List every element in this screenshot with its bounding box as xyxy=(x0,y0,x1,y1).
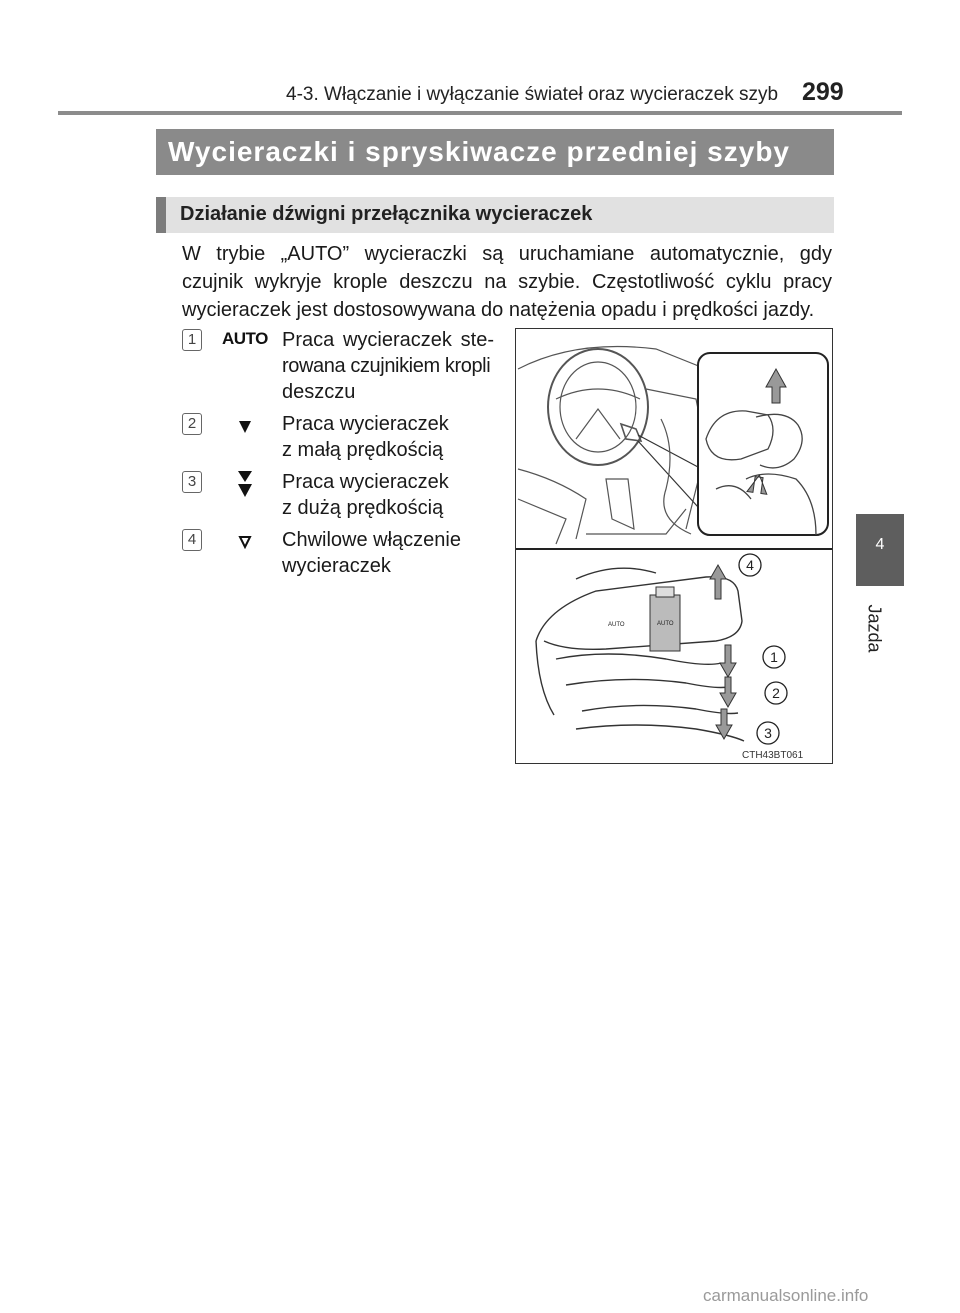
figure-illustration xyxy=(516,329,832,763)
auto-icon: AUTO xyxy=(222,329,268,348)
item-text-line: z dużą prędkością xyxy=(282,497,444,519)
item-text-line: Praca wycieraczek xyxy=(282,413,449,435)
item-number: 1 xyxy=(182,329,202,351)
chapter-tab xyxy=(856,514,904,586)
item-number: 2 xyxy=(182,413,202,435)
intro-line: wycieraczek jest dostosowywana do natężenia opadu i prędkości jazdy. xyxy=(182,299,815,321)
section-heading: Działanie dźwigni przełącznika wycieraczek xyxy=(180,203,593,225)
page-number: 299 xyxy=(802,78,844,106)
chapter-number: 4 xyxy=(875,536,885,553)
low-speed-icon xyxy=(238,420,252,434)
chapter-label xyxy=(866,600,886,656)
chapter-label-text: Jazda xyxy=(864,604,885,653)
page-header-title: 4-3. Włączanie i wyłączanie świateł oraz wycieraczek szyb xyxy=(286,84,779,105)
callout-2: 2 xyxy=(772,685,780,701)
figure-code: CTH43BT061 xyxy=(742,750,804,761)
page-title: Wycieraczki i spryskiwacze przedniej szyby xyxy=(168,136,791,167)
callout-1: 1 xyxy=(770,649,778,665)
item-text-line: wycieraczek xyxy=(282,555,391,577)
item-text-line: rowana czujnikiem kropli xyxy=(282,355,491,377)
item-text xyxy=(282,411,494,463)
item-text xyxy=(282,469,494,521)
callout-4: 4 xyxy=(746,557,754,573)
item-text-line: Praca wycieraczek ste- xyxy=(282,329,494,351)
intro-paragraph xyxy=(182,240,832,324)
lever-label-auto: AUTO xyxy=(608,622,625,628)
wiper-lever-figure xyxy=(515,328,833,764)
item-number: 3 xyxy=(182,471,202,493)
item-text-line: Praca wycieraczek xyxy=(282,471,449,493)
item-text-line: z małą prędkością xyxy=(282,439,444,461)
title-bar xyxy=(156,129,834,175)
item-number: 4 xyxy=(182,529,202,551)
intro-line: W trybie „AUTO” wycieraczki są uruchamiane automatycznie, gdy xyxy=(182,243,832,265)
lever-label-auto-2: AUTO xyxy=(657,621,674,627)
high-speed-icon xyxy=(237,470,253,498)
mist-icon xyxy=(238,535,252,549)
callout-3: 3 xyxy=(764,725,772,741)
item-text xyxy=(282,327,494,405)
header-rule xyxy=(58,111,902,115)
item-text xyxy=(282,527,494,579)
item-text-line: Chwilowe włączenie xyxy=(282,529,461,551)
item-text-line: deszczu xyxy=(282,381,356,403)
section-bar xyxy=(156,197,834,233)
watermark: carmanualsonline.info xyxy=(703,1286,869,1305)
intro-line: czujnik wykryje krople deszczu na szybie. Częstotliwość cyklu pracy xyxy=(182,271,832,293)
